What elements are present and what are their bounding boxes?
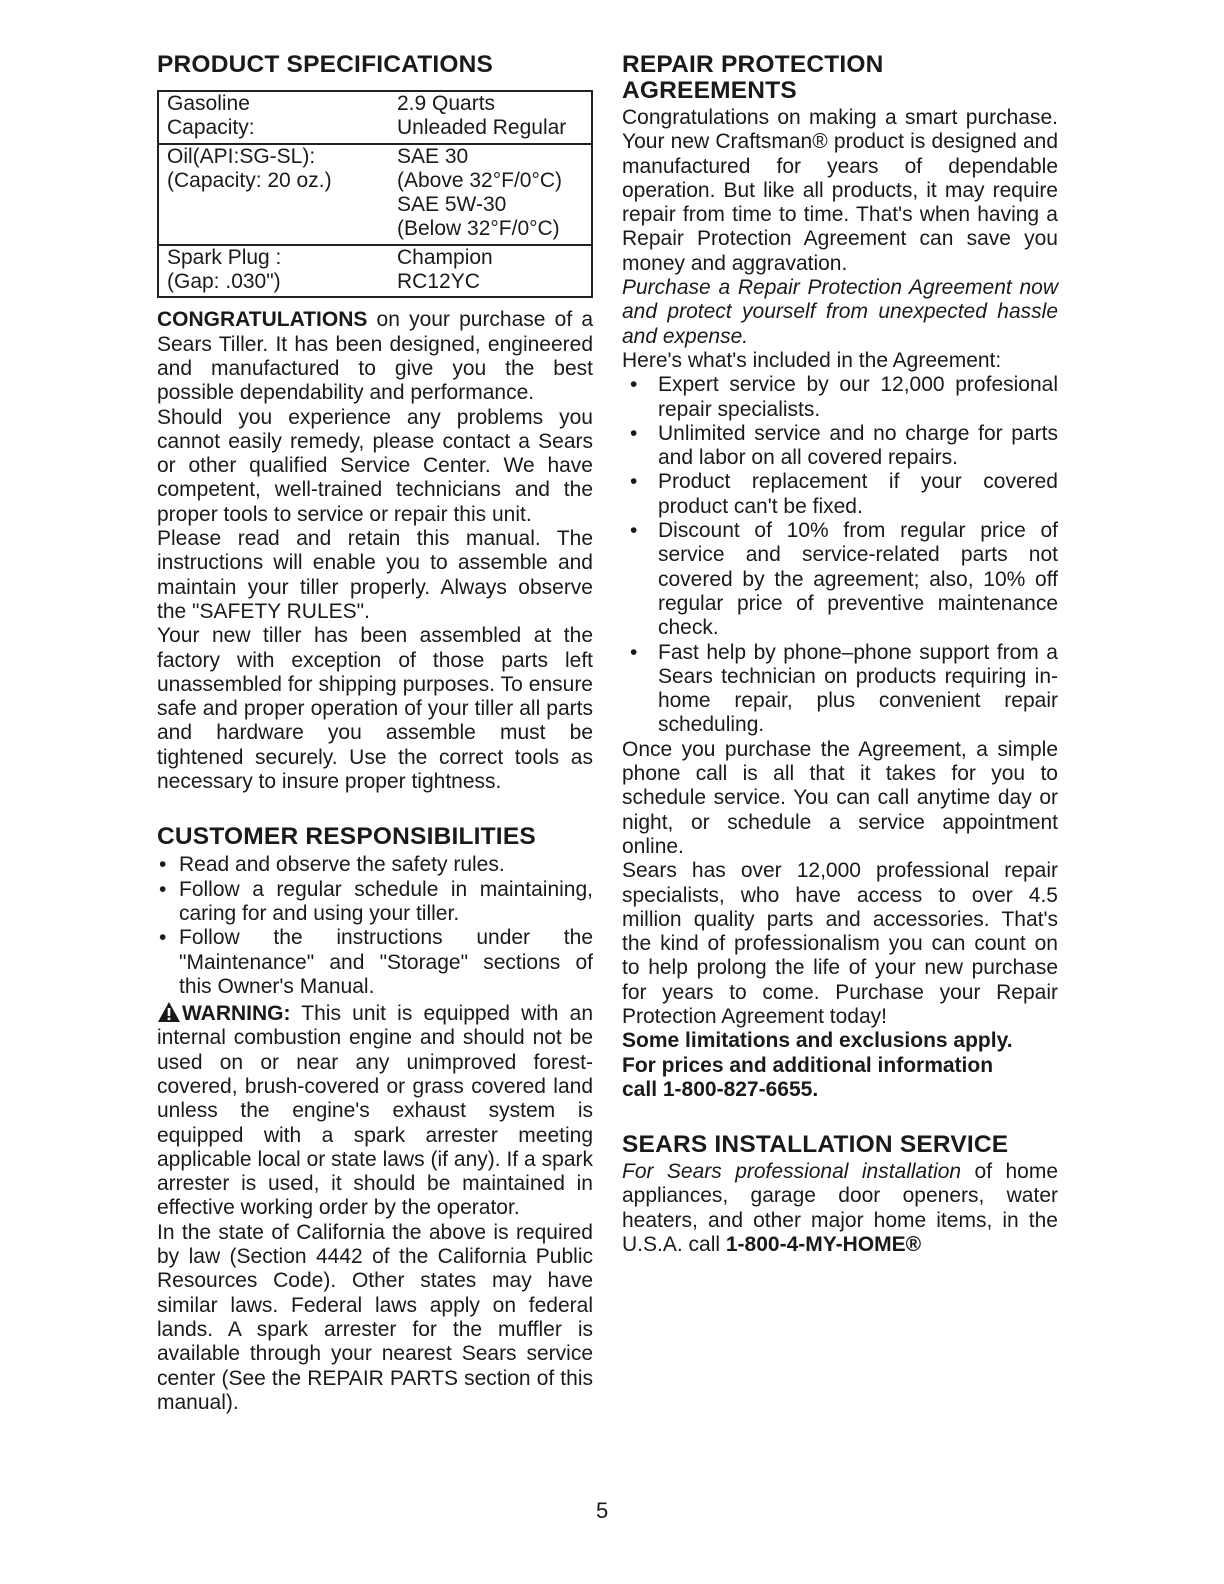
california-paragraph: In the state of California the above is required by law (Section 4442 of the California Public Resources Code). Other states may have similar laws. Federal laws apply on federal lands. A spark arrester for the muffler is available through your nearest Sears service center (See the REPAIR PARTS section of this manual). xyxy=(157,1220,593,1414)
table-row: Oil(API:SG-SL): (Capacity: 20 oz.) SAE 30 (Above 32°F/0°C) SAE 5W-30 (Below 32°F/0°C) xyxy=(158,144,592,245)
list-item: • Unlimited service and no charge for parts and labor on all covered repairs. xyxy=(622,422,1058,471)
list-item: • Discount of 10% from regular price of service and service-related parts not covered by the agreement; also, 10% off regular price of preventive maintenance check. xyxy=(622,519,1058,640)
congratulations-paragraph: CONGRATULATIONS on your purchase of a Sears Tiller. It has been designed, engineered and manufactured to give you the best possible dependability and performance. xyxy=(157,308,593,405)
list-item: • Read and observe the safety rules. xyxy=(157,853,593,877)
table-row: Gasoline Capacity: 2.9 Quarts Unleaded Regular xyxy=(158,91,592,144)
page-number: 5 xyxy=(596,1498,609,1523)
manual-paragraph: Please read and retain this manual. The instructions will enable you to assemble and maintain your tiller properly. Always observe the "SAFETY RULES". xyxy=(157,527,593,623)
customer-responsibilities-heading: CUSTOMER RESPONSIBILITIES xyxy=(157,823,536,851)
once-paragraph: Once you purchase the Agreement, a simple phone call is all that it takes for you to schedule service. You can call anytime day or night, or schedule a service appointment online. xyxy=(622,737,1058,858)
specifications-table xyxy=(157,90,593,298)
right-column xyxy=(622,52,1058,1257)
limitations-text: Some limitations and exclusions apply. For prices and additional information call 1-800-827-6655. xyxy=(622,1029,1013,1101)
list-item: • Product replacement if your covered product can't be fixed. xyxy=(622,470,1058,519)
service-paragraph: Should you experience any problems you cannot easily remedy, please contact a Sears or other qualified Service Center. We have competent, well-trained technicians and the proper tools to service or repair this unit. xyxy=(157,405,593,526)
assembly-paragraph: Your new tiller has been assembled at the factory with exception of those parts left unassembled for shipping purposes. To ensure safe and proper operation of your tiller all parts and hardware you assemble must be tightened securely. Use the correct tools as necessary to insure proper tightness. xyxy=(157,624,593,794)
repair-italic-paragraph: Purchase a Repair Protection Agreement now and protect yourself from unexpected hassle and expense. xyxy=(622,276,1058,348)
included-list xyxy=(622,373,1058,737)
repair-intro-paragraph: Congratulations on making a smart purchase. Your new Craftsman® product is designed and manufactured for years of dependable operation. But like all products, it may require repair from time to time. That's when having a Repair Protection Agreement can save you money and aggravation. xyxy=(622,106,1058,275)
product-specifications-heading: PRODUCT SPECIFICATIONS xyxy=(157,51,494,78)
list-item: • Fast help by phone–phone support from a Sears technician on products requiring in-home repair, plus convenient repair scheduling. xyxy=(622,641,1058,738)
list-item: • Follow the instructions under the "Maintenance" and "Storage" sections of this Owner's Manual. xyxy=(157,926,593,999)
included-intro: Here's what's included in the Agreement: xyxy=(622,348,1002,372)
warning-triangle-icon xyxy=(157,1001,181,1023)
warning-paragraph: WARNING: This unit is equipped with an internal combustion engine and should not be used on or near any unimproved forest-covered, brush-covered or grass covered land unless the engine's exhaust system is equipped with a spark arrester meeting applicable local or state laws (if any). If a spark arrester is used, it should be maintained in effective working order by the operator. xyxy=(157,1002,593,1220)
list-item: • Follow a regular schedule in maintaining, caring for and using your tiller. xyxy=(157,878,593,927)
sears-paragraph: Sears has over 12,000 professional repair specialists, who have access to over 4.5 million quality parts and accessories. That's the kind of professionalism you can count on to help prolong the life of your new purchase for years to come. Purchase your Repair Protection Agreement today! xyxy=(622,859,1058,1028)
installation-service-heading: SEARS INSTALLATION SERVICE xyxy=(622,1131,1009,1159)
installation-paragraph: For Sears professional installation of home appliances, garage door openers, water heaters, and other major home items, in the U.S.A. call 1-800-4-MY-HOME® xyxy=(622,1160,1059,1257)
left-column xyxy=(157,52,593,1415)
customer-responsibilities-list xyxy=(157,853,593,999)
repair-protection-heading: REPAIR PROTECTION AGREEMENTS xyxy=(622,51,884,104)
table-row: Spark Plug : (Gap: .030") Champion RC12YC xyxy=(158,245,592,298)
list-item: • Expert service by our 12,000 profesional repair specialists. xyxy=(622,373,1058,422)
